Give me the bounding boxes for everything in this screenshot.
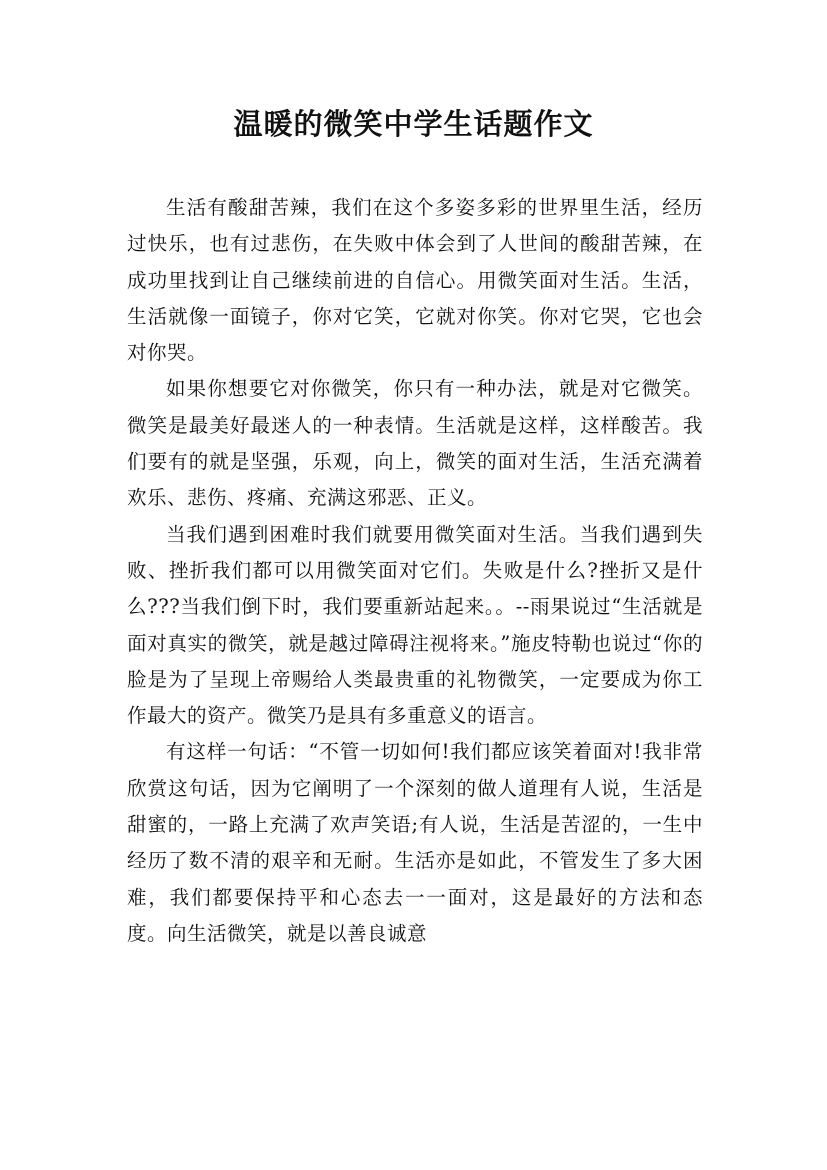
paragraph-4: 有这样一句话：“不管一切如何!我们都应该笑着面对!我非常欣赏这句话，因为它阐明了一个深刻的做人道理有人说，生活是甜蜜的，一路上充满了欢声笑语;有人说，生活是苦涩的，一生中经历了数不清的艰辛和无耐。生活亦是如此，不管发生了多大困难，我们都要保持平和心态去一一面对，这是最好的方法和态度。向生活微笑，就是以善良诚意 [127,740,703,945]
paragraph-1: 生活有酸甜苦辣，我们在这个多姿多彩的世界里生活，经历过快乐，也有过悲伤，在失败中体会到了人世间的酸甜苦辣，在成功里找到让自己继续前进的自信心。用微笑面对生活。生活，生活就像一面镜子，你对它笑，它就对你笑。你对它哭，它也会对你哭。 [127,196,703,365]
paragraph-3: 当我们遇到困难时我们就要用微笑面对生活。当我们遇到失败、挫折我们都可以用微笑面对它们。失败是什么?挫折又是什么???当我们倒下时，我们要重新站起来。。--雨果说过“生活就是面对真实的微笑，就是越过障碍注视将来。”施皮特勒也说过“你的脸是为了呈现上帝赐给人类最贵重的礼物微笑，一定要成为你工作最大的资产。微笑乃是具有多重意义的语言。 [127,522,703,728]
document-body [127,190,703,952]
paragraph-2: 如果你想要它对你微笑，你只有一种办法，就是对它微笑。微笑是最美好最迷人的一种表情。生活就是这样，这样酸苦。我们要有的就是坚强，乐观，向上，微笑的面对生活，生活充满着欢乐、悲伤、疼痛、充满这邪恶、正义。 [127,377,703,510]
document-title: 温暖的微笑中学生话题作文 [233,107,594,141]
